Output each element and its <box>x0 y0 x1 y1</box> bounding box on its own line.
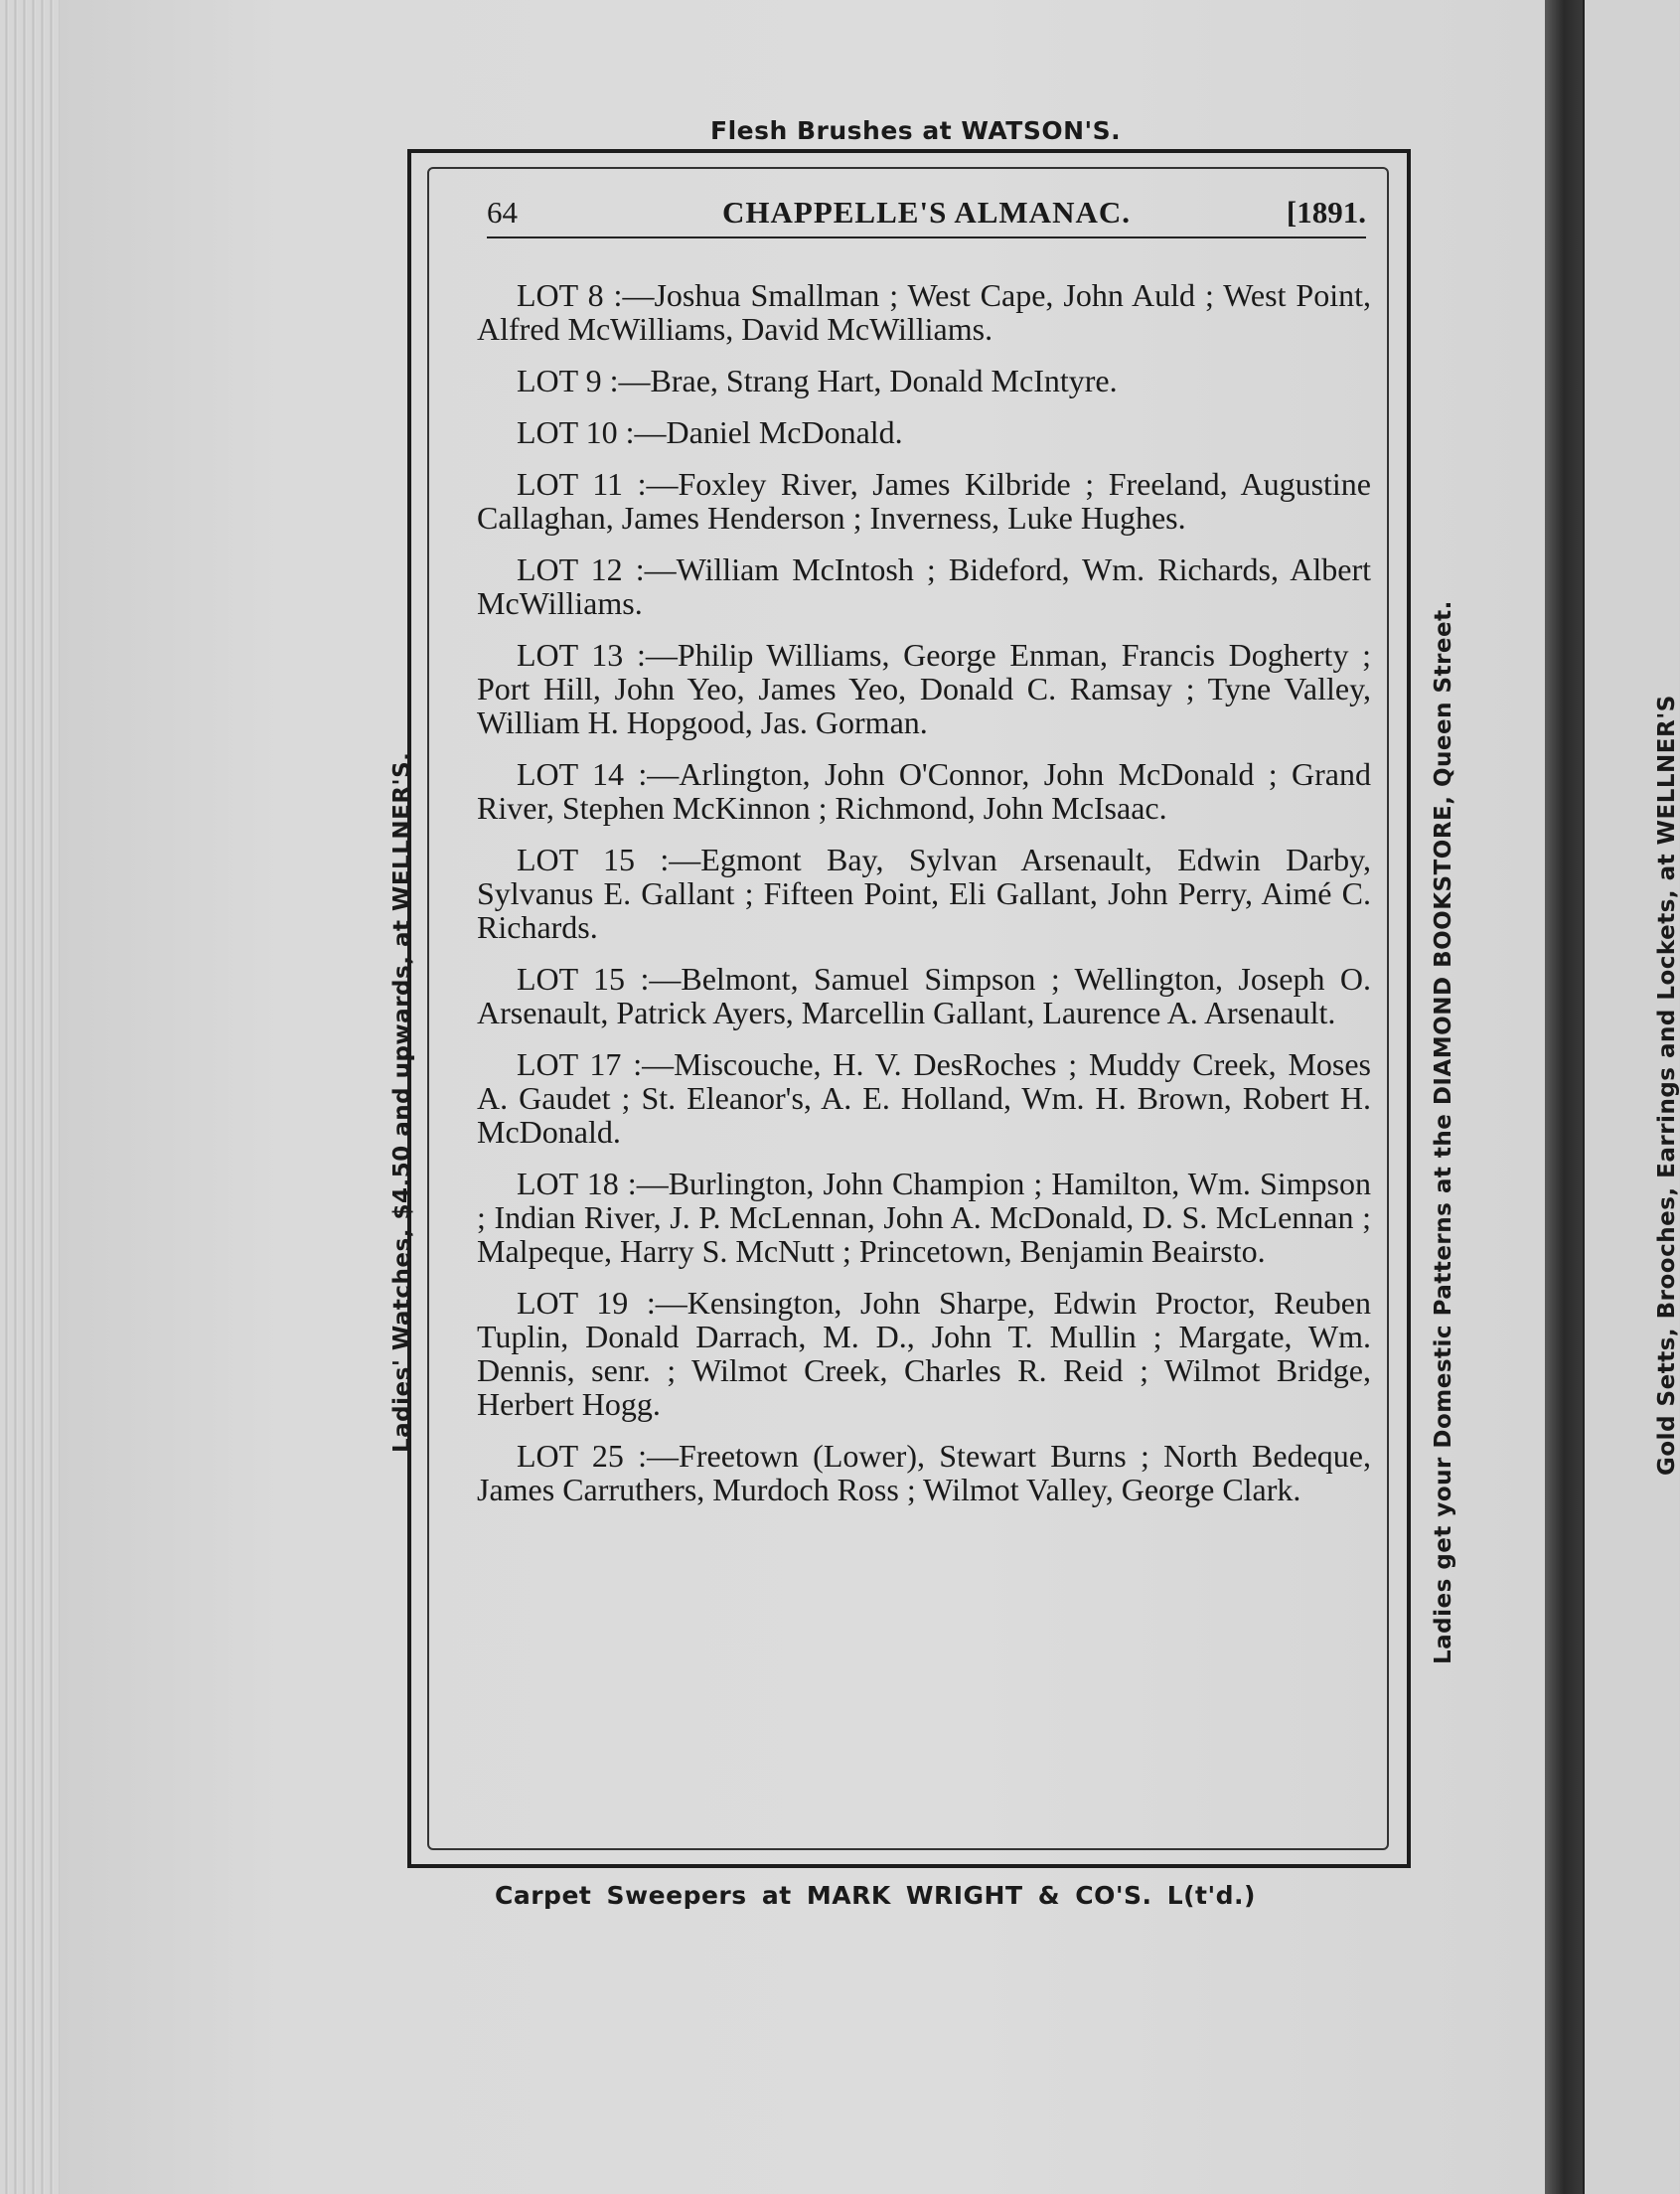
facing-page-advertisement: Gold Setts, Brooches, Earrings and Lockets, at WELLNER'S <box>1654 695 1680 1476</box>
lot-entry: LOT 14 :—Arlington, John O'Connor, John McDonald ; Grand River, Stephen McKinnon ; Richmond, John McIsaac. <box>477 756 1371 826</box>
lot-entry: LOT 15 :—Belmont, Samuel Simpson ; Wellington, Joseph O. Arsenault, Patrick Ayers, Marcellin Gallant, Laurence A. Arsenault. <box>477 961 1371 1030</box>
running-title: CHAPPELLE'S ALMANAC. <box>722 195 1131 230</box>
left-advertisement: Ladies' Watches, $4.50 and upwards, at WELLNER'S. <box>389 751 415 1453</box>
lot-entry: LOT 9 :—Brae, Strang Hart, Donald McIntyre. <box>517 363 1118 398</box>
lot-entry: LOT 18 :—Burlington, John Champion ; Hamilton, Wm. Simpson ; Indian River, J. P. McLennan, John A. McDonald, D. S. McLennan ; Malpeque, Harry S. McNutt ; Princetown, Benjamin Beairsto. <box>477 1166 1371 1269</box>
year-label: [1891. <box>1286 195 1366 230</box>
lot-entry: LOT 12 :—William McIntosh ; Bideford, Wm. Richards, Albert McWilliams. <box>477 551 1371 621</box>
book-gutter <box>1545 0 1583 2194</box>
page-content <box>467 179 1386 1524</box>
top-advertisement: Flesh Brushes at WATSON'S. <box>710 116 1122 145</box>
lot-entries <box>467 278 1386 1506</box>
lot-entry: LOT 15 :—Egmont Bay, Sylvan Arsenault, Edwin Darby, Sylvanus E. Gallant ; Fifteen Point, Eli Gallant, John Perry, Aimé C. Richards. <box>477 842 1371 945</box>
running-header <box>487 179 1366 238</box>
lot-entry: LOT 13 :—Philip Williams, George Enman, Francis Dogherty ; Port Hill, John Yeo, James Yeo, Donald C. Ramsay ; Tyne Valley, William H. Hopgood, Jas. Gorman. <box>477 637 1371 740</box>
page-number: 64 <box>487 195 518 230</box>
lot-entry: LOT 8 :—Joshua Smallman ; West Cape, John Auld ; West Point, Alfred McWilliams, David McWilliams. <box>477 277 1371 347</box>
lot-entry: LOT 11 :—Foxley River, James Kilbride ; Freeland, Augustine Callaghan, James Henderson ; Inverness, Luke Hughes. <box>477 466 1371 536</box>
lot-entry: LOT 25 :—Freetown (Lower), Stewart Burns ; North Bedeque, James Carruthers, Murdoch Ross ; Wilmot Valley, George Clark. <box>477 1438 1371 1507</box>
bottom-advertisement: Carpet Sweepers at MARK WRIGHT & CO'S. L(t'd.) <box>495 1881 1256 1910</box>
lot-entry: LOT 19 :—Kensington, John Sharpe, Edwin Proctor, Reuben Tuplin, Donald Darrach, M. D., John T. Mullin ; Margate, Wm. Dennis, senr. ; Wilmot Creek, Charles R. Reid ; Wilmot Bridge, Herbert Hogg. <box>477 1285 1371 1422</box>
lot-entry: LOT 10 :—Daniel McDonald. <box>517 414 903 450</box>
lot-entry: LOT 17 :—Miscouche, H. V. DesRoches ; Muddy Creek, Moses A. Gaudet ; St. Eleanor's, A. E. Holland, Wm. H. Brown, Robert H. McDonald. <box>477 1046 1371 1150</box>
right-advertisement: Ladies get your Domestic Patterns at the DIAMOND BOOKSTORE, Queen Street. <box>1431 600 1456 1664</box>
